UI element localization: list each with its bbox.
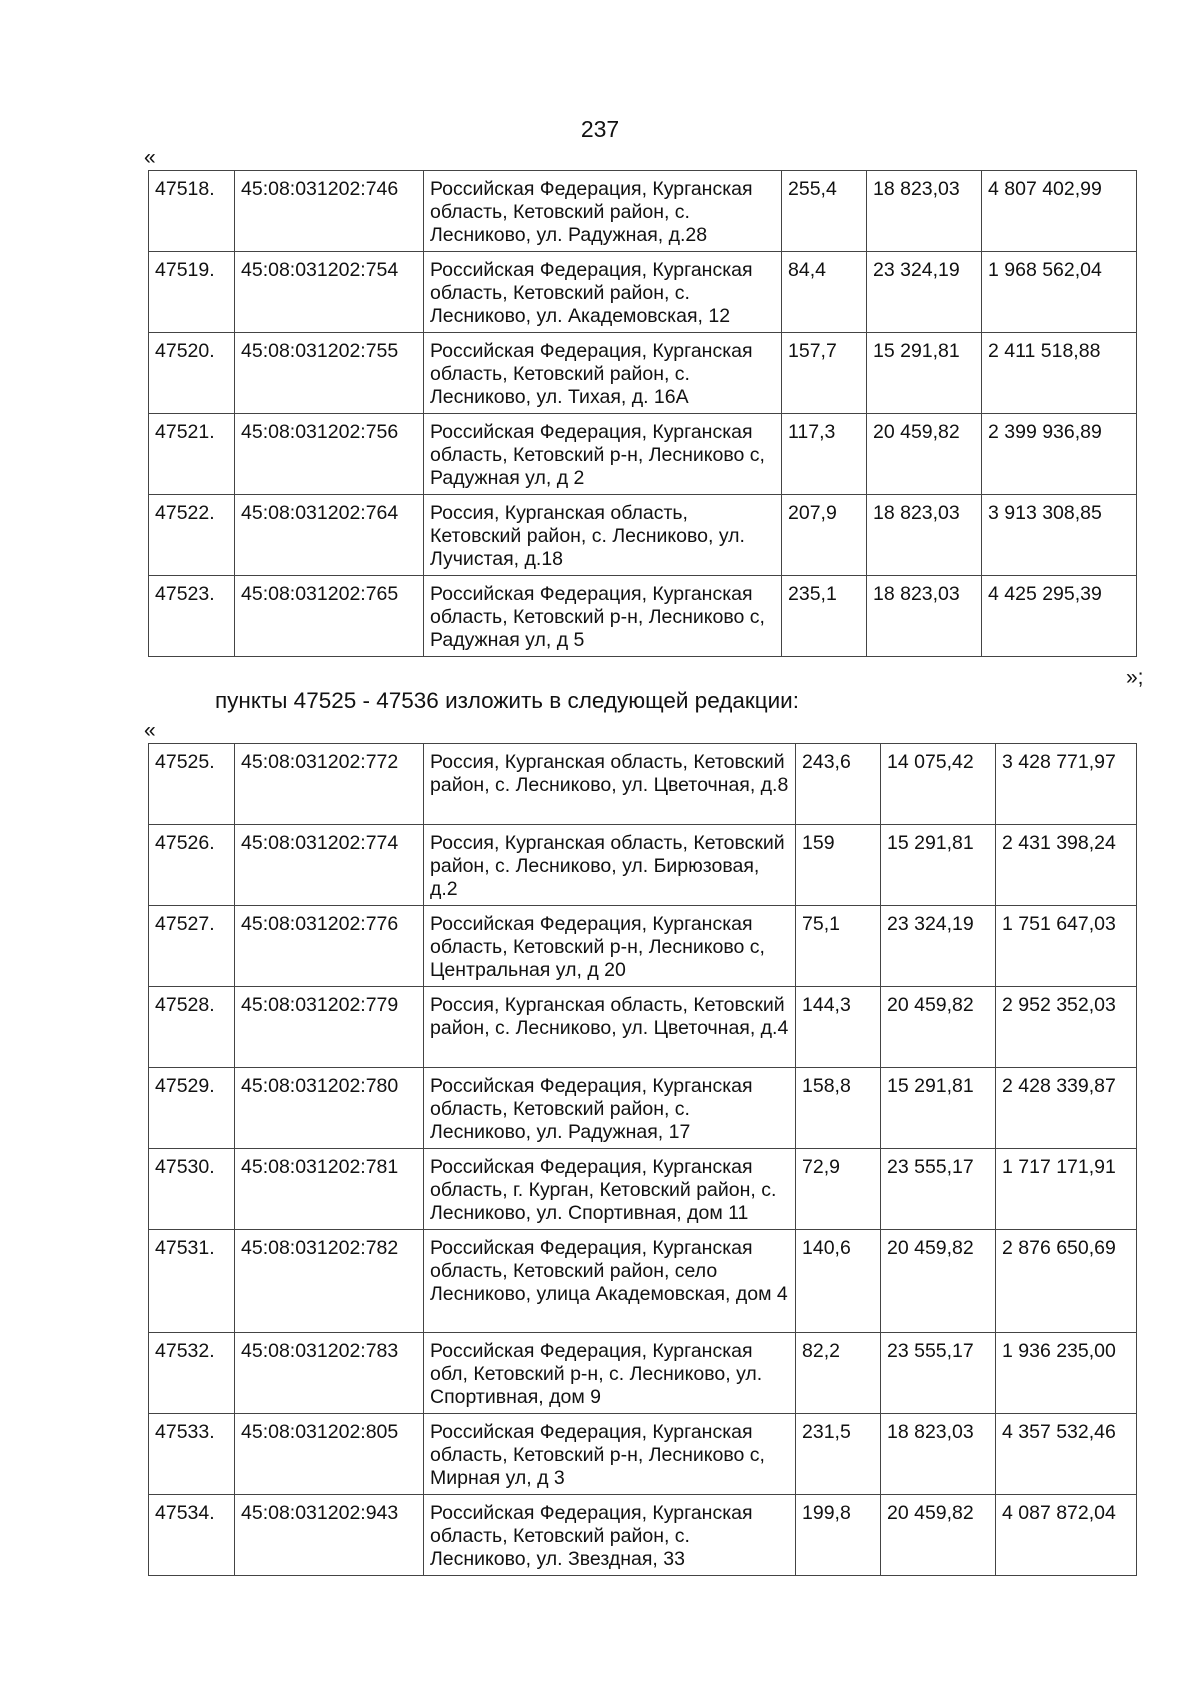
row-number: 47521. bbox=[149, 414, 235, 495]
address: Российская Федерация, Курганская область, Кетовский район, с. Лесниково, ул. Радужная, д.28 bbox=[424, 171, 782, 252]
row-number: 47532. bbox=[149, 1333, 235, 1414]
cadastral-number: 45:08:031202:746 bbox=[235, 171, 424, 252]
cadastral-number: 45:08:031202:782 bbox=[235, 1230, 424, 1333]
area: 75,1 bbox=[796, 906, 881, 987]
address: Россия, Курганская область, Кетовский район, с. Лесниково, ул. Лучистая, д.18 bbox=[424, 495, 782, 576]
cadastral-value: 4 357 532,46 bbox=[996, 1414, 1137, 1495]
cadastral-number: 45:08:031202:779 bbox=[235, 987, 424, 1068]
table-row bbox=[149, 414, 1137, 495]
table-row bbox=[149, 1149, 1137, 1230]
cadastral-value: 2 411 518,88 bbox=[982, 333, 1137, 414]
cadastral-value: 1 717 171,91 bbox=[996, 1149, 1137, 1230]
rate: 18 823,03 bbox=[867, 576, 982, 657]
cadastral-number: 45:08:031202:774 bbox=[235, 825, 424, 906]
closing-quote: »; bbox=[1126, 666, 1144, 689]
rate: 20 459,82 bbox=[881, 1495, 996, 1576]
rate: 18 823,03 bbox=[881, 1414, 996, 1495]
row-number: 47526. bbox=[149, 825, 235, 906]
cadastral-value: 2 428 339,87 bbox=[996, 1068, 1137, 1149]
rate: 15 291,81 bbox=[881, 1068, 996, 1149]
rate: 18 823,03 bbox=[867, 495, 982, 576]
area: 157,7 bbox=[782, 333, 867, 414]
area: 231,5 bbox=[796, 1414, 881, 1495]
row-number: 47534. bbox=[149, 1495, 235, 1576]
address: Российская Федерация, Курганская область, Кетовский район, с. Лесниково, ул. Тихая, д. 16А bbox=[424, 333, 782, 414]
row-number: 47519. bbox=[149, 252, 235, 333]
area: 84,4 bbox=[782, 252, 867, 333]
area: 235,1 bbox=[782, 576, 867, 657]
rate: 18 823,03 bbox=[867, 171, 982, 252]
cadastral-value: 2 399 936,89 bbox=[982, 414, 1137, 495]
address: Российская Федерация, Курганская область, Кетовский р-н, Лесниково с, Центральная ул, д 20 bbox=[424, 906, 796, 987]
address: Россия, Курганская область, Кетовский район, с. Лесниково, ул. Цветочная, д.8 bbox=[424, 744, 796, 825]
area: 140,6 bbox=[796, 1230, 881, 1333]
address: Российская Федерация, Курганская область, Кетовский район, с. Лесниково, ул. Академовская, 12 bbox=[424, 252, 782, 333]
cadastral-value: 2 952 352,03 bbox=[996, 987, 1137, 1068]
table-row bbox=[149, 906, 1137, 987]
row-number: 47518. bbox=[149, 171, 235, 252]
address: Российская Федерация, Курганская область, г. Курган, Кетовский район, с. Лесниково, ул. Спортивная, дом 11 bbox=[424, 1149, 796, 1230]
area: 158,8 bbox=[796, 1068, 881, 1149]
address: Российская Федерация, Курганская область, Кетовский район, с. Лесниково, ул. Звездная, 33 bbox=[424, 1495, 796, 1576]
area: 144,3 bbox=[796, 987, 881, 1068]
cadastral-value: 3 913 308,85 bbox=[982, 495, 1137, 576]
table-row bbox=[149, 744, 1137, 825]
row-number: 47525. bbox=[149, 744, 235, 825]
rate: 15 291,81 bbox=[881, 825, 996, 906]
opening-quote: « bbox=[144, 719, 156, 742]
rate: 23 324,19 bbox=[867, 252, 982, 333]
table-row bbox=[149, 987, 1137, 1068]
row-number: 47530. bbox=[149, 1149, 235, 1230]
amendment-instruction: пункты 47525 - 47536 изложить в следующей редакции: bbox=[215, 688, 799, 713]
table-row bbox=[149, 1333, 1137, 1414]
area: 243,6 bbox=[796, 744, 881, 825]
cadastral-number: 45:08:031202:765 bbox=[235, 576, 424, 657]
row-number: 47528. bbox=[149, 987, 235, 1068]
cadastral-number: 45:08:031202:755 bbox=[235, 333, 424, 414]
area: 82,2 bbox=[796, 1333, 881, 1414]
cadastral-value: 1 936 235,00 bbox=[996, 1333, 1137, 1414]
table-row bbox=[149, 576, 1137, 657]
cadastral-number: 45:08:031202:943 bbox=[235, 1495, 424, 1576]
cadastral-number: 45:08:031202:780 bbox=[235, 1068, 424, 1149]
cadastral-value: 1 968 562,04 bbox=[982, 252, 1137, 333]
cadastral-value: 3 428 771,97 bbox=[996, 744, 1137, 825]
rate: 14 075,42 bbox=[881, 744, 996, 825]
cadastral-number: 45:08:031202:776 bbox=[235, 906, 424, 987]
address: Российская Федерация, Курганская область, Кетовский район, с. Лесниково, ул. Радужная, 17 bbox=[424, 1068, 796, 1149]
opening-quote: « bbox=[144, 146, 156, 169]
table-row bbox=[149, 495, 1137, 576]
address: Российская Федерация, Курганская область, Кетовский р-н, Лесниково с, Радужная ул, д 2 bbox=[424, 414, 782, 495]
table-row bbox=[149, 1495, 1137, 1576]
cadastral-value: 4 425 295,39 bbox=[982, 576, 1137, 657]
rate: 23 555,17 bbox=[881, 1149, 996, 1230]
address: Российская Федерация, Курганская обл, Кетовский р-н, с. Лесниково, ул. Спортивная, дом 9 bbox=[424, 1333, 796, 1414]
rate: 20 459,82 bbox=[881, 987, 996, 1068]
row-number: 47529. bbox=[149, 1068, 235, 1149]
address: Россия, Курганская область, Кетовский район, с. Лесниково, ул. Бирюзовая, д.2 bbox=[424, 825, 796, 906]
row-number: 47522. bbox=[149, 495, 235, 576]
rate: 20 459,82 bbox=[881, 1230, 996, 1333]
area: 72,9 bbox=[796, 1149, 881, 1230]
table-row bbox=[149, 1230, 1137, 1333]
cadastral-value: 2 876 650,69 bbox=[996, 1230, 1137, 1333]
cadastral-value: 2 431 398,24 bbox=[996, 825, 1137, 906]
property-table-2 bbox=[148, 743, 1137, 1576]
cadastral-value: 4 807 402,99 bbox=[982, 171, 1137, 252]
rate: 23 555,17 bbox=[881, 1333, 996, 1414]
cadastral-value: 1 751 647,03 bbox=[996, 906, 1137, 987]
area: 255,4 bbox=[782, 171, 867, 252]
cadastral-number: 45:08:031202:781 bbox=[235, 1149, 424, 1230]
rate: 15 291,81 bbox=[867, 333, 982, 414]
page-number: 237 bbox=[580, 116, 620, 142]
property-table-1 bbox=[148, 170, 1137, 657]
area: 207,9 bbox=[782, 495, 867, 576]
table-row bbox=[149, 333, 1137, 414]
table-row bbox=[149, 171, 1137, 252]
table-row bbox=[149, 1414, 1137, 1495]
address: Россия, Курганская область, Кетовский район, с. Лесниково, ул. Цветочная, д.4 bbox=[424, 987, 796, 1068]
row-number: 47533. bbox=[149, 1414, 235, 1495]
rate: 23 324,19 bbox=[881, 906, 996, 987]
address: Российская Федерация, Курганская область, Кетовский р-н, Лесниково с, Мирная ул, д 3 bbox=[424, 1414, 796, 1495]
cadastral-number: 45:08:031202:783 bbox=[235, 1333, 424, 1414]
cadastral-number: 45:08:031202:756 bbox=[235, 414, 424, 495]
cadastral-number: 45:08:031202:772 bbox=[235, 744, 424, 825]
area: 199,8 bbox=[796, 1495, 881, 1576]
cadastral-number: 45:08:031202:764 bbox=[235, 495, 424, 576]
area: 117,3 bbox=[782, 414, 867, 495]
cadastral-number: 45:08:031202:754 bbox=[235, 252, 424, 333]
row-number: 47523. bbox=[149, 576, 235, 657]
table-row bbox=[149, 1068, 1137, 1149]
table-row bbox=[149, 825, 1137, 906]
rate: 20 459,82 bbox=[867, 414, 982, 495]
area: 159 bbox=[796, 825, 881, 906]
address: Российская Федерация, Курганская область, Кетовский р-н, Лесниково с, Радужная ул, д 5 bbox=[424, 576, 782, 657]
row-number: 47520. bbox=[149, 333, 235, 414]
cadastral-value: 4 087 872,04 bbox=[996, 1495, 1137, 1576]
row-number: 47531. bbox=[149, 1230, 235, 1333]
address: Российская Федерация, Курганская область, Кетовский район, село Лесниково, улица Академовская, дом 4 bbox=[424, 1230, 796, 1333]
table-row bbox=[149, 252, 1137, 333]
row-number: 47527. bbox=[149, 906, 235, 987]
cadastral-number: 45:08:031202:805 bbox=[235, 1414, 424, 1495]
